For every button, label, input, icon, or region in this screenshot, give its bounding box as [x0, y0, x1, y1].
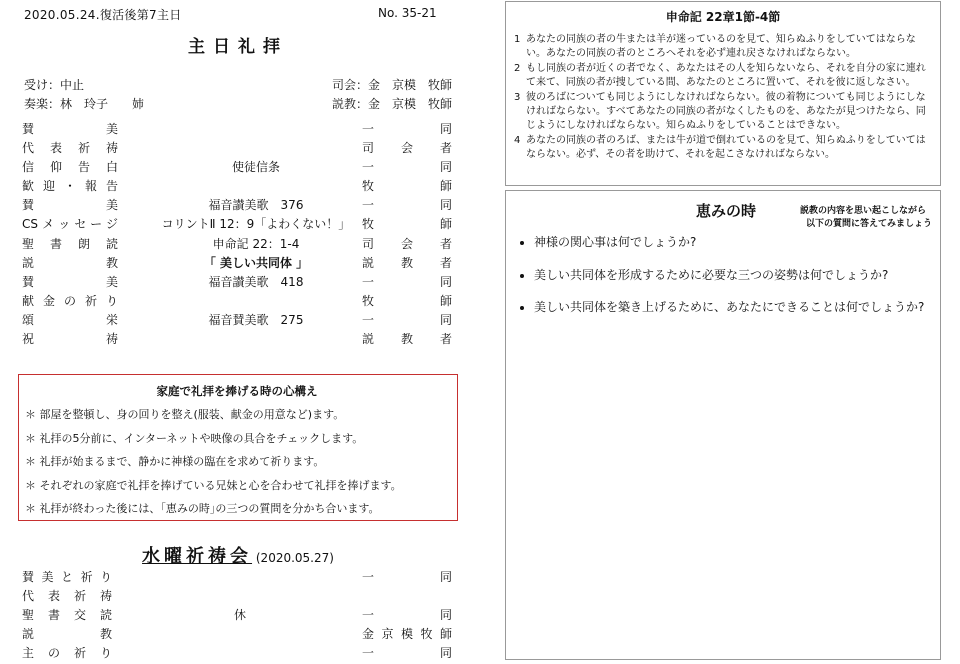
- organist-line: 奏楽：林 玲子 姉: [24, 97, 145, 111]
- bullet-icon: [520, 241, 524, 245]
- service-item-leader: 牧師: [362, 217, 452, 232]
- grace-question-text: 美しい共同体を形成するために必要な三つの姿勢は何でしょうか?: [534, 268, 889, 282]
- service-row: [22, 254, 458, 273]
- reception-line: 受け：中止: [24, 78, 85, 92]
- verse-text: あなたの同族の者の牛または羊が迷っているのを見て、知らぬふりをしていてはならない。あなたの同族の者のところへそれを必ず連れ戻さなければならない。: [526, 34, 916, 60]
- service-item-label: 代表祈祷: [22, 141, 118, 156]
- service-item-label: 聖書朗読: [22, 236, 118, 251]
- wednesday-row: [22, 644, 458, 663]
- notice-item: ＊ 部屋を整頓し、身の回りを整え(服装、献金の用意など)ます。: [25, 408, 345, 421]
- service-item-content: 「 美しい共同体 」: [203, 255, 309, 270]
- verse-number: 1: [514, 34, 521, 45]
- service-item-leader: 牧師: [362, 293, 452, 308]
- wednesday-item-label: 代表祈祷: [22, 589, 112, 603]
- wednesday-date: (2020.05.27): [255, 551, 334, 565]
- wednesday-item-label: 聖書交読: [22, 608, 112, 622]
- grace-question: [520, 298, 924, 315]
- wednesday-item-content: 休: [233, 608, 246, 622]
- wednesday-row: [22, 568, 458, 587]
- grace-question: [520, 233, 696, 250]
- notice-title: 家庭で礼拝を捧げる時の心構え: [156, 384, 318, 398]
- service-item-label: 説教: [22, 255, 118, 270]
- wednesday-item-label: 説教: [22, 627, 112, 641]
- service-row: [22, 196, 458, 215]
- grace-instruction: [800, 205, 932, 231]
- grace-question: [520, 266, 888, 283]
- wednesday-item-leader: 一同: [362, 570, 452, 584]
- service-row: [22, 139, 458, 158]
- service-item-leader: 一同: [362, 198, 452, 213]
- wednesday-heading: [18, 542, 458, 568]
- service-item-label: 賛美: [22, 274, 118, 289]
- service-row: [22, 273, 458, 292]
- bullet-icon: [520, 274, 524, 278]
- service-item-leader: 司会者: [362, 141, 452, 156]
- service-item-leader: 一同: [362, 122, 452, 136]
- page-title: 主日礼拝: [188, 37, 288, 57]
- notice-item: ＊ 礼拝が終わった後には、｢恵みの時｣の三つの質問を分かち合います。: [25, 502, 380, 515]
- verse-text: あなたの同族の者のろば、または牛が道で倒れているのを見て、知らぬふりをしていてはならない。必ず、その者を助けて、それを起こさなければならない。: [526, 134, 926, 161]
- service-item-label: 祝祷: [22, 332, 118, 347]
- wednesday-item-label: 賛美と祈り: [22, 570, 112, 584]
- service-item-label: 賛美: [22, 122, 118, 136]
- scripture-title: 申命記 22章1節-4節: [665, 10, 781, 24]
- wednesday-row: [22, 587, 458, 606]
- verse-text: もし同族の者が近くの者でなく、あなたはその人を知らないなら、それを自分の家に連れて来て、同族の者が捜している間、あなたのところに置いて、それを彼に返しなさい。: [526, 62, 926, 89]
- service-item-label: CSメッセージ: [22, 217, 118, 232]
- service-item-content: 福音賛美歌 275: [208, 312, 304, 327]
- service-row: [22, 311, 458, 330]
- verse: [514, 134, 932, 163]
- grace-question-text: 神様の関心事は何でしょうか?: [534, 235, 697, 249]
- wednesday-item-leader: 一同: [362, 608, 452, 622]
- wednesday-item-leader: 一同: [362, 646, 452, 660]
- verse-text: 彼のろばについても同じようにしなければならない。彼の着物についても同じようにしなければならない。すべてあなたの同族の者がなくしたものを、あなたが見つけたなら、同じようにしなければならない。知らぬふりをしていることはできない。: [526, 91, 926, 132]
- service-item-content: 使徒信条: [231, 160, 280, 175]
- service-item-label: 信仰告白: [22, 160, 118, 175]
- wednesday-order: [22, 568, 458, 663]
- service-row: [22, 177, 458, 196]
- service-item-leader: 牧師: [362, 179, 452, 194]
- wednesday-title: 水曜祈祷会: [142, 546, 253, 567]
- notice-item: ＊ それぞれの家庭で礼拝を捧げている兄妹と心を合わせて礼拝を捧げます。: [25, 478, 402, 492]
- presider-line: 司会：金 京模 牧師: [332, 78, 453, 92]
- service-item-content: 福音讃美歌 418: [208, 274, 304, 289]
- service-item-leader: 司会者: [362, 236, 452, 251]
- service-item-leader: 説教者: [362, 255, 452, 270]
- service-row: [22, 330, 458, 349]
- verse-number: 3: [514, 91, 521, 103]
- service-row: [22, 215, 458, 234]
- bullet-icon: [520, 306, 524, 310]
- verse-number: 4: [514, 134, 521, 146]
- grace-instruction-line: 以下の質問に答えてみましょう: [805, 219, 932, 229]
- wednesday-row: [22, 625, 458, 644]
- service-item-label: 歓迎・報告: [22, 179, 118, 194]
- notice-item: ＊ 礼拝が始まるまで、静かに神様の臨在を求めて祈ります。: [25, 455, 325, 468]
- scripture-box: [505, 1, 941, 186]
- home-worship-notice: [18, 374, 458, 521]
- scripture-verses: [514, 33, 932, 163]
- order-of-service: [22, 120, 458, 349]
- wednesday-row: [22, 606, 458, 625]
- service-item-leader: 一同: [362, 274, 452, 289]
- service-row: [22, 158, 458, 177]
- service-item-leader: 説教者: [362, 332, 452, 347]
- verse-number: 2: [514, 62, 521, 74]
- notice-item: ＊ 礼拝の5分前に、インターネットや映像の具合をチェックします。: [25, 431, 364, 445]
- service-item-leader: 一同: [362, 312, 452, 327]
- service-item-label: 頌栄: [22, 312, 118, 327]
- bulletin-left-column: [18, 0, 458, 664]
- grace-title: 恵みの時: [696, 202, 757, 220]
- grace-time-box: [505, 190, 941, 660]
- notice-list: [25, 403, 449, 521]
- verse: [514, 33, 932, 62]
- service-item-label: 献金の祈り: [22, 293, 118, 308]
- service-row: [22, 120, 458, 139]
- wednesday-item-label: 主の祈り: [22, 646, 112, 660]
- preacher-line: 説教：金 京模 牧師: [332, 97, 453, 111]
- service-item-label: 賛美: [22, 198, 118, 213]
- bulletin-number: No. 35-21: [378, 6, 437, 20]
- grace-instruction-line: 説教の内容を思い起こしながら: [799, 206, 926, 216]
- verse: [514, 62, 932, 91]
- service-item-content: コリントⅡ 12：9「よわくない！」: [161, 217, 351, 232]
- service-item-content: 福音讃美歌 376: [208, 198, 304, 213]
- service-row: [22, 235, 458, 254]
- service-row: [22, 292, 458, 311]
- service-item-content: 申命記 22：1-4: [212, 236, 300, 251]
- service-item-leader: 一同: [362, 160, 452, 175]
- verse: [514, 91, 932, 134]
- bulletin-date: 2020.05.24.復活後第7主日: [24, 8, 182, 22]
- grace-question-text: 美しい共同体を築き上げるために、あなたにできることは何でしょうか?: [534, 300, 925, 314]
- wednesday-item-leader: 金京模牧師: [362, 627, 452, 641]
